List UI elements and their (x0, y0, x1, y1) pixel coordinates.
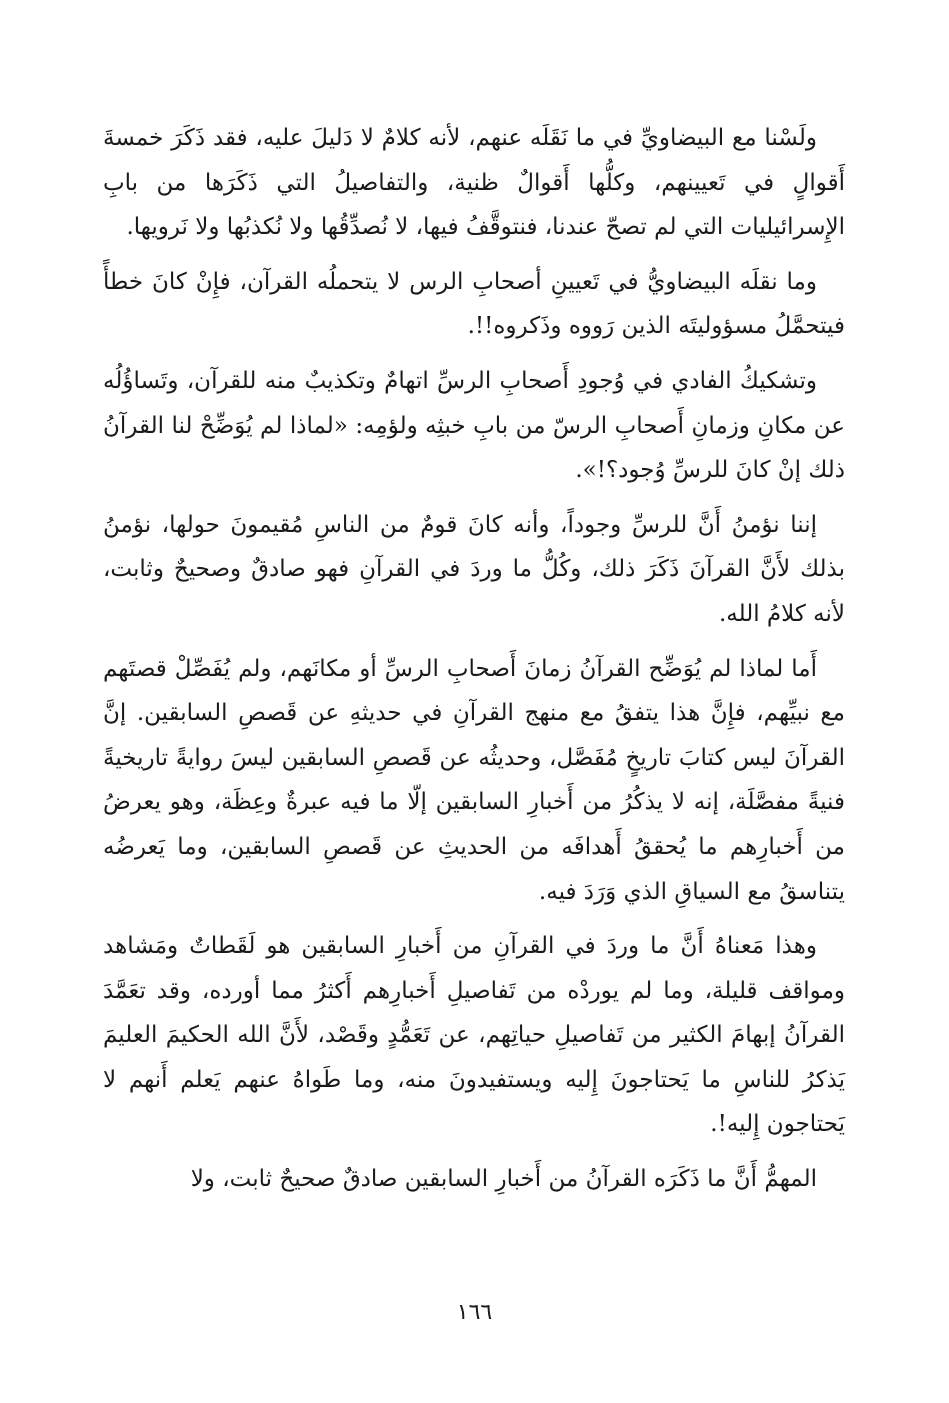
paragraph-2: وما نقلَه البيضاويُّ في تَعيينِ أصحابِ الرس لا يتحملُه القرآن، فإِنْ كانَ خطأً فيتحمَّلُ مسؤوليتَه الذين رَووه وذَكروه!!. (103, 268, 845, 340)
body-text (103, 116, 845, 1212)
paragraph-7: المهمُّ أَنَّ ما ذَكَرَه القرآنُ من أَخبارِ السابقين صادقٌ صحيحٌ ثابت، ولا (190, 1166, 817, 1193)
paragraph-5: أَما لماذا لم يُوَضِّح القرآنُ زمانَ أَصحابِ الرسِّ أو مكانَهم، ولم يُفَصِّلْ قصتَهم مع نبيِّهم، فإِنَّ هذا يتفقُ مع منهج القرآنِ في حديثهِ عن قَصصِ السابقين. إنَّ القرآنَ ليس كتابَ تاريخٍ مُفَصَّل، وحديثُه عن قَصصِ السابقين ليسَ روايةً تاريخيةً فنيةً مفصَّلَة، إنه لا يذكُرُ من أَخبارِ السابقين إلّا ما فيه عبرةٌ وعِظَة، وهو يعرضُ من أَخبارِهم ما يُحققُ أَهدافَه من الحديثِ عن قَصصِ السابقين، وما يَعرضُه يتناسقُ مع السياقِ الذي وَرَدَ فيه. (103, 655, 845, 905)
paragraph-3: وتشكيكُ الفادي في وُجودِ أَصحابِ الرسِّ اتهامٌ وتكذيبٌ منه للقرآن، وتَساؤُلُه عن مكانِ وزمانِ أَصحابِ الرسّ من بابِ خبثِه ولؤمِه: «لماذا لم يُوَضِّحْ لنا القرآنُ ذلك إنْ كانَ للرسِّ وُجود؟!». (103, 367, 845, 484)
paragraph-6: وهذا مَعناهُ أَنَّ ما وردَ في القرآنِ من أَخبارِ السابقين هو لَقَطاتٌ ومَشاهد ومواقف قليلة، وما لم يوردْه من تَفاصيلِ أَخبارِهم أَكثرُ مما أورده، وقد تعَمَّدَ القرآنُ إبهامَ الكثير من تَفاصيلِ حياتِهم، عن تَعَمُّدٍ وقَصْد، لأَنَّ الله الحكيمَ العليمَ يَذكرُ للناسِ ما يَحتاجونَ إِليه ويستفيدونَ منه، وما طَواهُ عنهم يَعلم أَنهم لا يَحتاجون إِليه!. (103, 933, 845, 1138)
paragraph-4: إننا نؤمنُ أَنَّ للرسِّ وجوداً، وأنه كانَ قومٌ من الناسِ مُقيمونَ حولها، نؤمنُ بذلك لأَنَّ القرآنَ ذَكَرَ ذلك، وكُلُّ ما وردَ في القرآنِ فهو صادقٌ وصحيحٌ وثابت، لأنه كلامُ الله. (103, 511, 845, 627)
page-number: ١٦٦ (456, 1300, 493, 1325)
paragraph-1: ولَسْنا مع البيضاويِّ في ما نَقَلَه عنهم، لأنه كلامٌ لا دَليلَ عليه، فقد ذَكَرَ خمسةَ أَقوالٍ في تَعيينهم، وكلُّها أَقوالٌ ظنية، والتفاصيلُ التي ذَكَرَها من بابِ الإِسرائيليات التي لم تصحّ عندنا، فنتوقَّفُ فيها، لا نُصدِّقُها ولا نُكذبُها ولا نَرويها. (103, 125, 845, 241)
